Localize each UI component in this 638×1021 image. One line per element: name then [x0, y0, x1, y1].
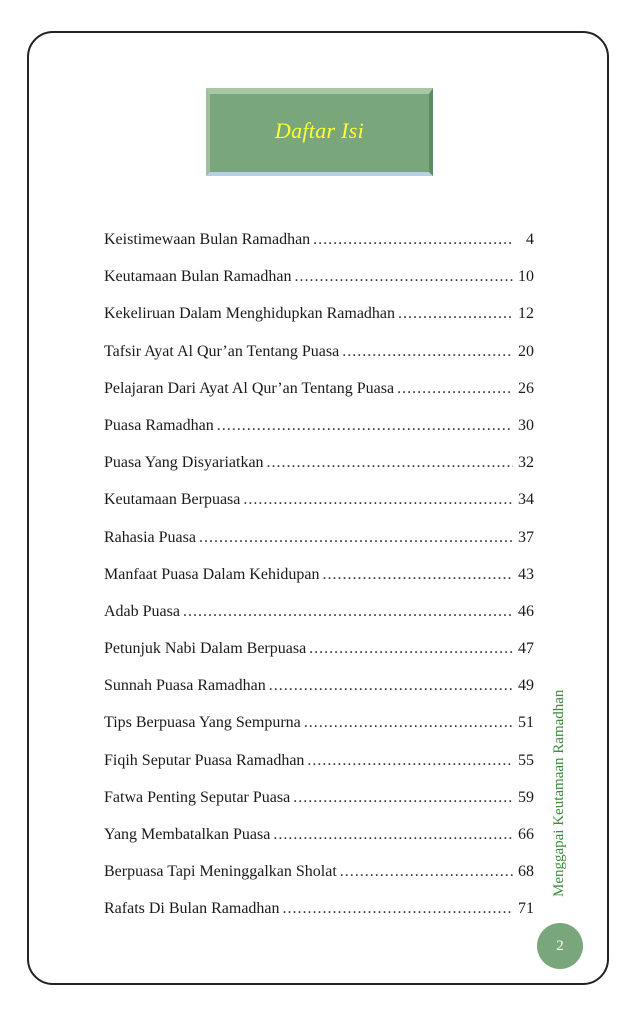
toc-entry[interactable] — [104, 785, 534, 822]
toc-entry-page: 4 — [526, 231, 534, 248]
toc-entry-page: 71 — [518, 900, 534, 918]
toc-entry-page: 59 — [518, 788, 534, 806]
toc-entry[interactable] — [104, 301, 534, 338]
toc-dot-leader — [397, 376, 513, 402]
toc-entry-title: Yang Membatalkan Puasa — [104, 826, 271, 843]
toc-entry[interactable] — [104, 636, 534, 673]
toc-entry-page: 20 — [518, 342, 534, 360]
toc-entry-page: 10 — [518, 268, 534, 286]
toc-dot-leader — [273, 822, 513, 848]
toc-entry-page: 37 — [518, 528, 534, 546]
toc-entry-title: Rafats Di Bulan Ramadhan — [104, 900, 280, 918]
toc-entry-title: Puasa Yang Disyariatkan — [104, 454, 264, 472]
page-number-badge: 2 — [537, 923, 583, 969]
toc-dot-leader — [313, 227, 513, 253]
side-book-title: Menggapai Keutamaan Ramadhan — [551, 689, 567, 897]
toc-entry-page: 66 — [518, 826, 534, 843]
toc-entry-title: Manfaat Puasa Dalam Kehidupan — [104, 565, 320, 583]
toc-entry-title: Keutamaan Berpuasa — [104, 491, 241, 509]
toc-entry-title: Tips Berpuasa Yang Sempurna — [104, 714, 301, 732]
title-box — [206, 88, 433, 176]
toc-entry[interactable] — [104, 413, 534, 450]
toc-dot-leader — [199, 525, 513, 551]
toc-entry-title: Kekeliruan Dalam Menghidupkan Ramadhan — [104, 305, 396, 323]
toc-entry-title: Tafsir Ayat Al Qur’an Tentang Puasa — [104, 342, 340, 360]
toc-entry-title: Sunnah Puasa Ramadhan — [104, 677, 266, 695]
toc-entry-page: 46 — [518, 602, 534, 620]
toc-dot-leader — [293, 785, 513, 811]
toc-entry-title: Pelajaran Dari Ayat Al Qur’an Tentang Puasa — [104, 379, 395, 397]
toc-entry-page: 49 — [518, 677, 534, 695]
toc-dot-leader — [269, 673, 513, 699]
toc-dot-leader — [267, 450, 513, 476]
toc-dot-leader — [340, 859, 513, 885]
toc-dot-leader — [342, 339, 513, 365]
toc-dot-leader — [295, 264, 514, 290]
toc-entry[interactable] — [104, 339, 534, 376]
toc-entry[interactable] — [104, 562, 534, 599]
toc-entry-title: Fatwa Penting Seputar Puasa — [104, 788, 291, 806]
toc-dot-leader — [307, 748, 513, 774]
toc-entry[interactable] — [104, 450, 534, 487]
toc-entry[interactable] — [104, 599, 534, 636]
toc-entry[interactable] — [104, 264, 534, 301]
toc-dot-leader — [217, 413, 513, 439]
toc-entry-page: 47 — [518, 640, 534, 658]
toc-entry-page: 32 — [518, 454, 534, 472]
toc-dot-leader — [283, 896, 513, 922]
toc-entry-page: 34 — [518, 491, 534, 509]
toc-entry-title: Keutamaan Bulan Ramadhan — [104, 268, 292, 286]
toc-entry-page: 68 — [518, 863, 534, 881]
toc-entry-page: 26 — [518, 379, 534, 397]
toc-entry[interactable] — [104, 525, 534, 562]
toc-entry-title: Petunjuk Nabi Dalam Berpuasa — [104, 640, 307, 658]
toc-entry[interactable] — [104, 487, 534, 524]
toc-entry-title: Puasa Ramadhan — [104, 416, 214, 434]
table-of-contents — [104, 227, 534, 934]
toc-entry[interactable] — [104, 227, 534, 264]
toc-entry-page: 12 — [518, 305, 534, 323]
toc-dot-leader — [243, 487, 513, 513]
toc-entry[interactable] — [104, 673, 534, 710]
toc-entry-title: Berpuasa Tapi Meninggalkan Sholat — [104, 863, 337, 881]
page-title: Daftar Isi — [274, 118, 365, 143]
toc-entry[interactable] — [104, 859, 534, 896]
toc-dot-leader — [322, 562, 513, 588]
toc-entry-title: Fiqih Seputar Puasa Ramadhan — [104, 751, 305, 769]
toc-entry[interactable] — [104, 822, 534, 859]
toc-entry[interactable] — [104, 896, 534, 933]
toc-entry[interactable] — [104, 748, 534, 785]
toc-entry[interactable] — [104, 376, 534, 413]
toc-entry-title: Keistimewaan Bulan Ramadhan — [104, 231, 311, 248]
toc-dot-leader — [398, 301, 513, 327]
toc-entry-page: 43 — [518, 565, 534, 583]
toc-entry-title: Adab Puasa — [104, 602, 180, 620]
toc-dot-leader — [309, 636, 513, 662]
toc-entry-page: 30 — [518, 416, 534, 434]
toc-dot-leader — [183, 599, 513, 625]
toc-entry-page: 55 — [518, 751, 534, 769]
toc-dot-leader — [304, 710, 513, 736]
toc-entry-page: 51 — [518, 714, 534, 732]
toc-entry[interactable] — [104, 710, 534, 747]
toc-entry-title: Rahasia Puasa — [104, 528, 196, 546]
